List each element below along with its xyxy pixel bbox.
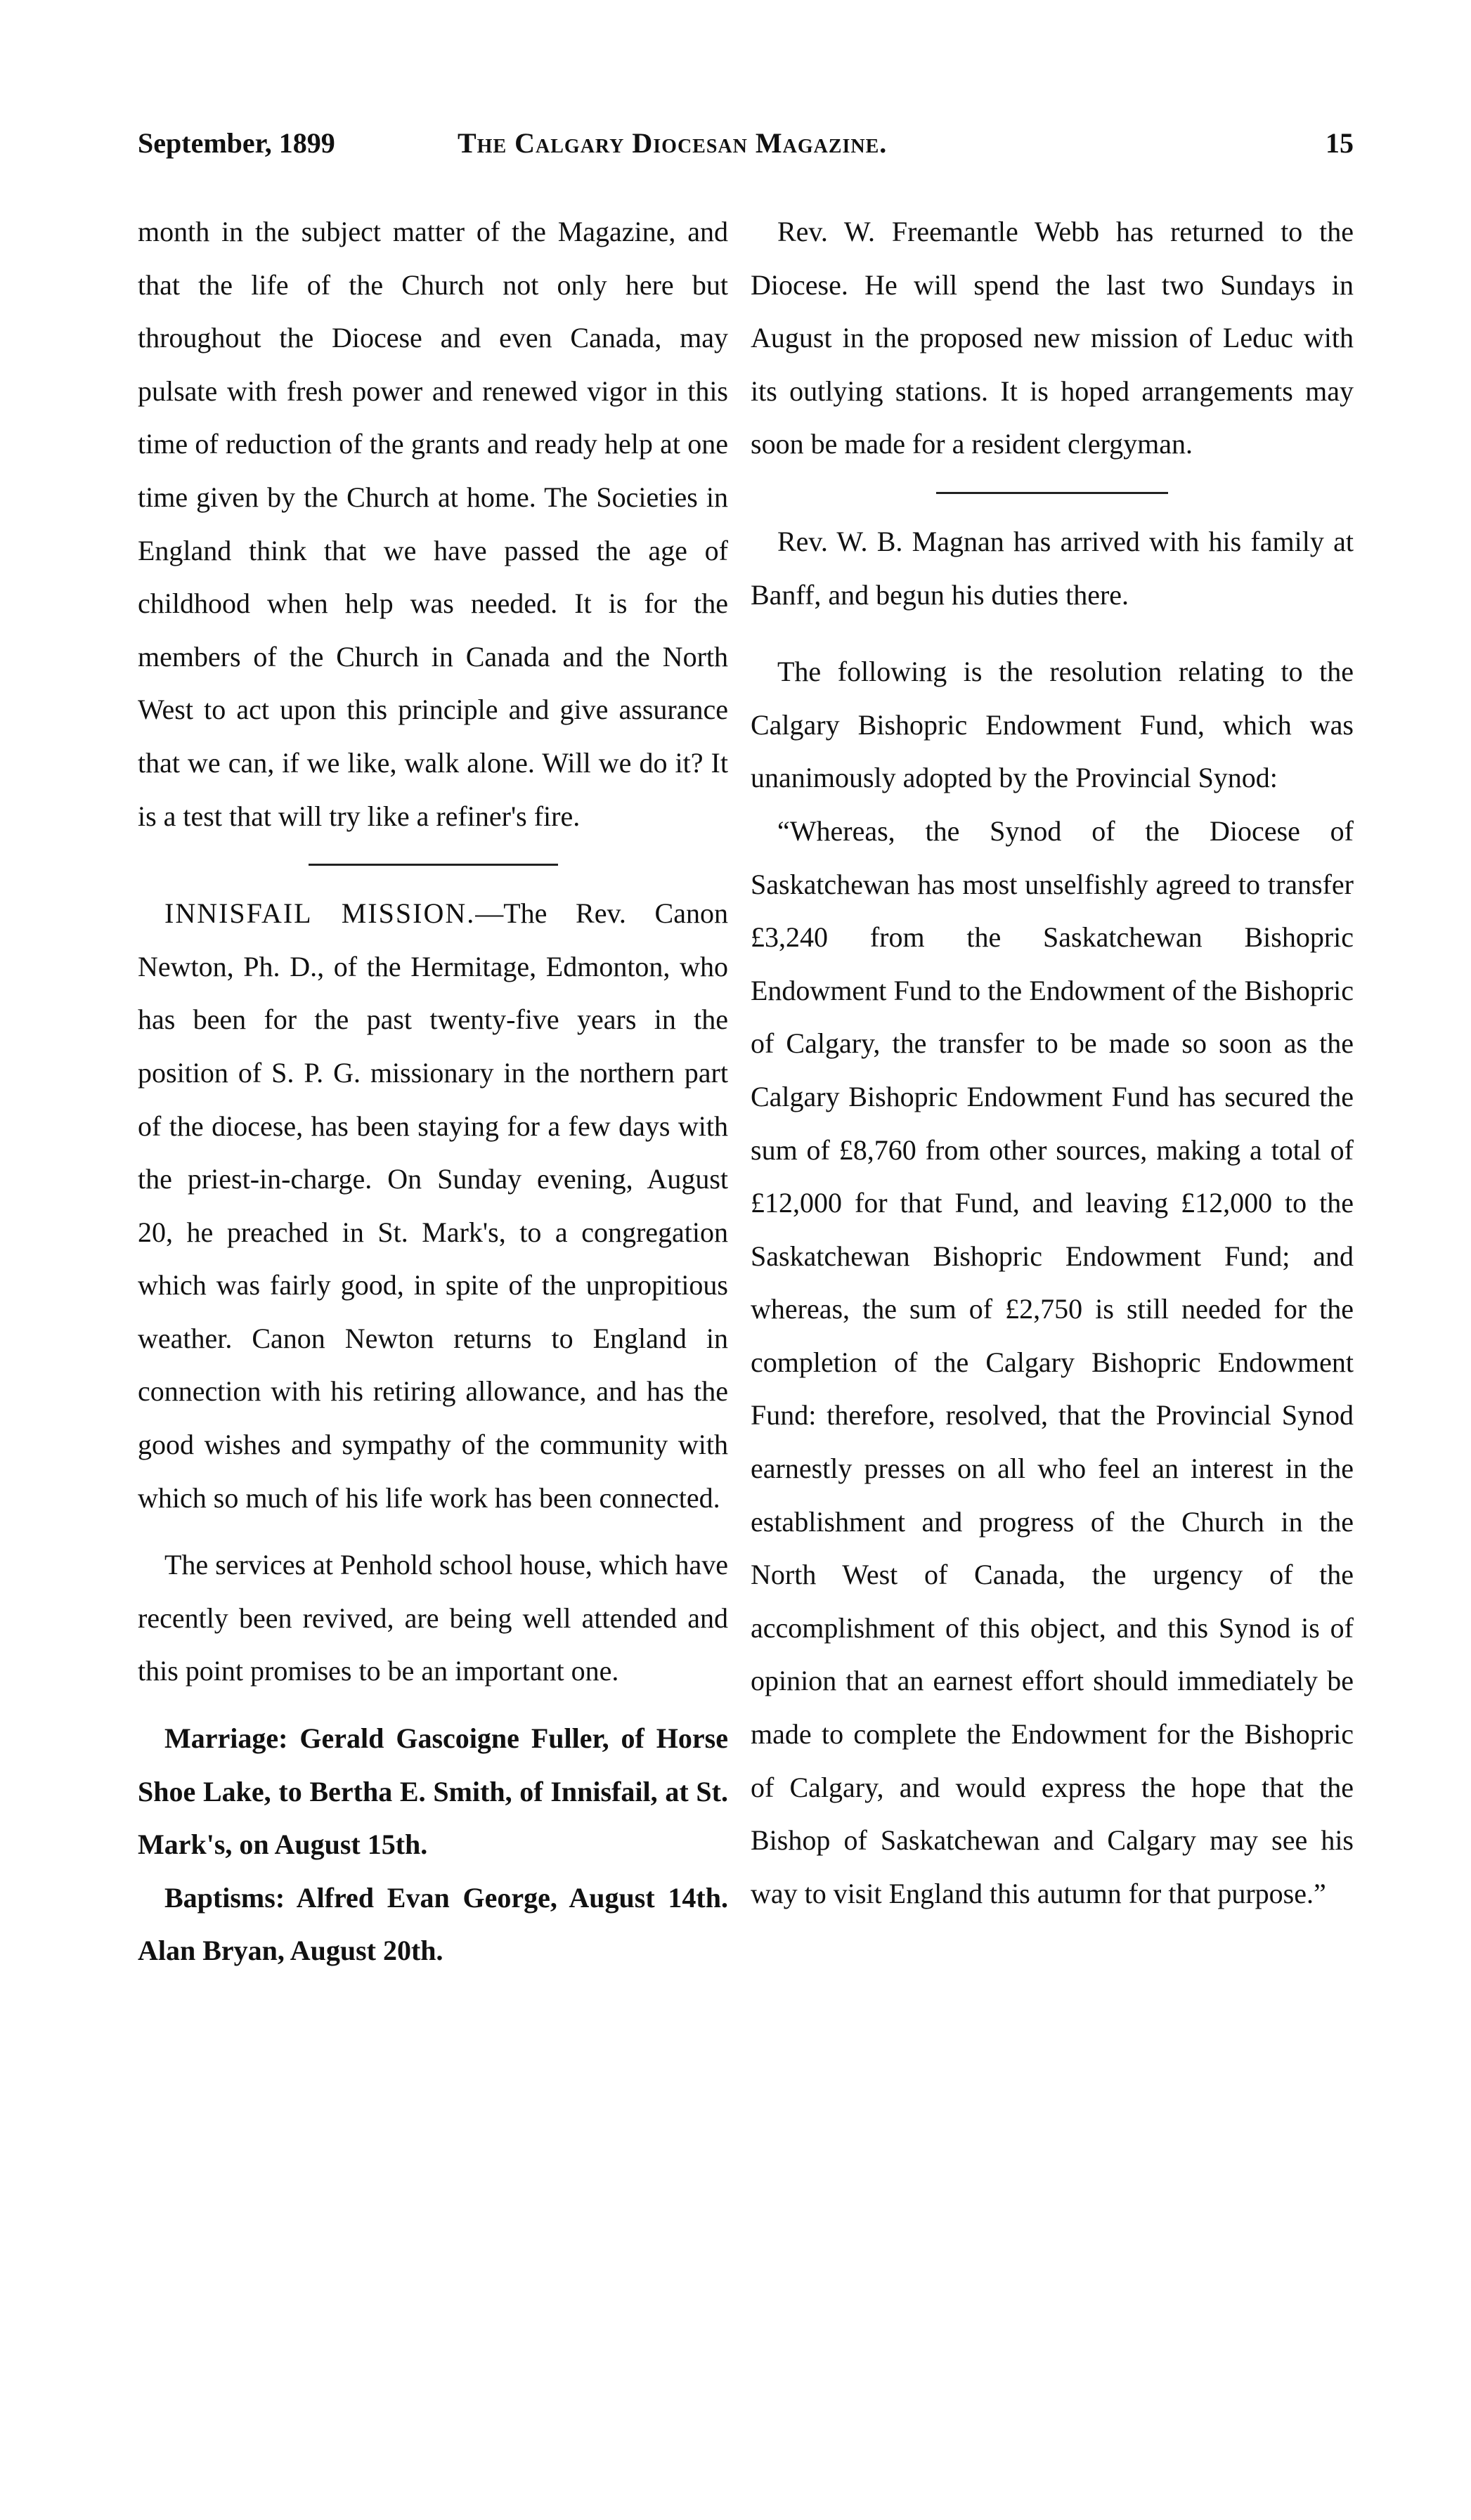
magnan-paragraph: Rev. W. B. Magnan has arrived with his family at Banff, and begun his duties there. [751, 525, 1354, 611]
innisfail-mission-paragraph [138, 887, 728, 1524]
marriage-notice: Marriage: Gerald Gascoigne Fuller, of Horse Shoe Lake, to Bertha E. Smith, of Innisfail, at St. Mark's, on August 15th. [138, 1722, 728, 1861]
issue-date: September, 1899 [138, 127, 335, 159]
innisfail-mission-body: —The Rev. Canon Newton, Ph. D., of the Hermitage, Edmonton, who has been for the past twenty-five years in the position of S. P. G. missionary in the northern part of the diocese, has been staying for a few days with the priest-in-charge. On Sunday evening, August 20, he preached in St. Mark's, to a congregation which was fairly good, in spite of the unpropitious weather. Canon Newton returns to England in connection with his retiring allowance, and has the good wishes and sympathy of the community with which so much of his life work has been connected. [138, 897, 728, 1514]
webb-paragraph: Rev. W. Freemantle Webb has returned to the Diocese. He will spend the last two Sundays in August in the proposed new mission of Leduc with its outlying stations. It is hoped arrangements may soon be made for a resident clergyman. [751, 216, 1354, 460]
resolution-text: “Whereas, the Synod of the Diocese of Saskatchewan has most unselfishly agreed to transfer £3,240 from the Saskatchewan Bishopric Endowment Fund to the Endowment of the Bishopric of Calgary, the transfer to be made so soon as the Calgary Bishopric Endowment Fund has secured the sum of £8,760 from other sources, making a total of £12,000 for that Fund, and leaving £12,000 to the Saskatchewan Bishopric Endowment Fund; and whereas, the sum of £2,750 is still needed for the completion of the Calgary Bishopric Endowment Fund: therefore, resolved, that the Provincial Synod earnestly presses on all who feel an interest in the establishment and progress of the Church in the North West of Canada, the urgency of the accomplishment of this object, and this Synod is of opinion that an earnest effort should immediately be made to complete the Endowment for the Bishopric of Calgary, and would express the hope that the Bishop of Saskatchewan and Calgary may see his way to visit England this autumn for that purpose.” [751, 814, 1354, 1909]
magazine-title: The Calgary Diocesan Magazine. [458, 127, 888, 159]
baptisms-notice: Baptisms: Alfred Evan George, August 14th. Alan Bryan, August 20th. [138, 1881, 728, 1967]
resolution-intro: The following is the resolution relating to the Calgary Bishopric Endowment Fund, which was unanimously adopted by the Provincial Synod: [751, 656, 1354, 794]
page-number: 15 [1326, 127, 1354, 159]
running-header [138, 126, 1354, 169]
left-column [138, 205, 728, 1977]
section-divider [309, 864, 558, 866]
continued-paragraph: month in the subject matter of the Magazine, and that the life of the Church not only here but throughout the Diocese and even Canada, may pulsate with fresh power and renewed vigor in this time of reduction of the grants and ready help at one time given by the Church at home. The Societies in England think that we have passed the age of childhood when help was needed. It is for the members of the Church in Canada and the North West to act upon this principle and give assurance that we can, if we like, walk alone. Will we do it? It is a test that will try like a refiner's fire. [138, 216, 728, 832]
section-divider [936, 492, 1168, 494]
right-column [751, 205, 1354, 1920]
innisfail-mission-heading: INNISFAIL MISSION. [164, 897, 476, 930]
penhold-paragraph: The services at Penhold school house, which have recently been revived, are being well attended and this point promises to be an important one. [138, 1549, 729, 1687]
